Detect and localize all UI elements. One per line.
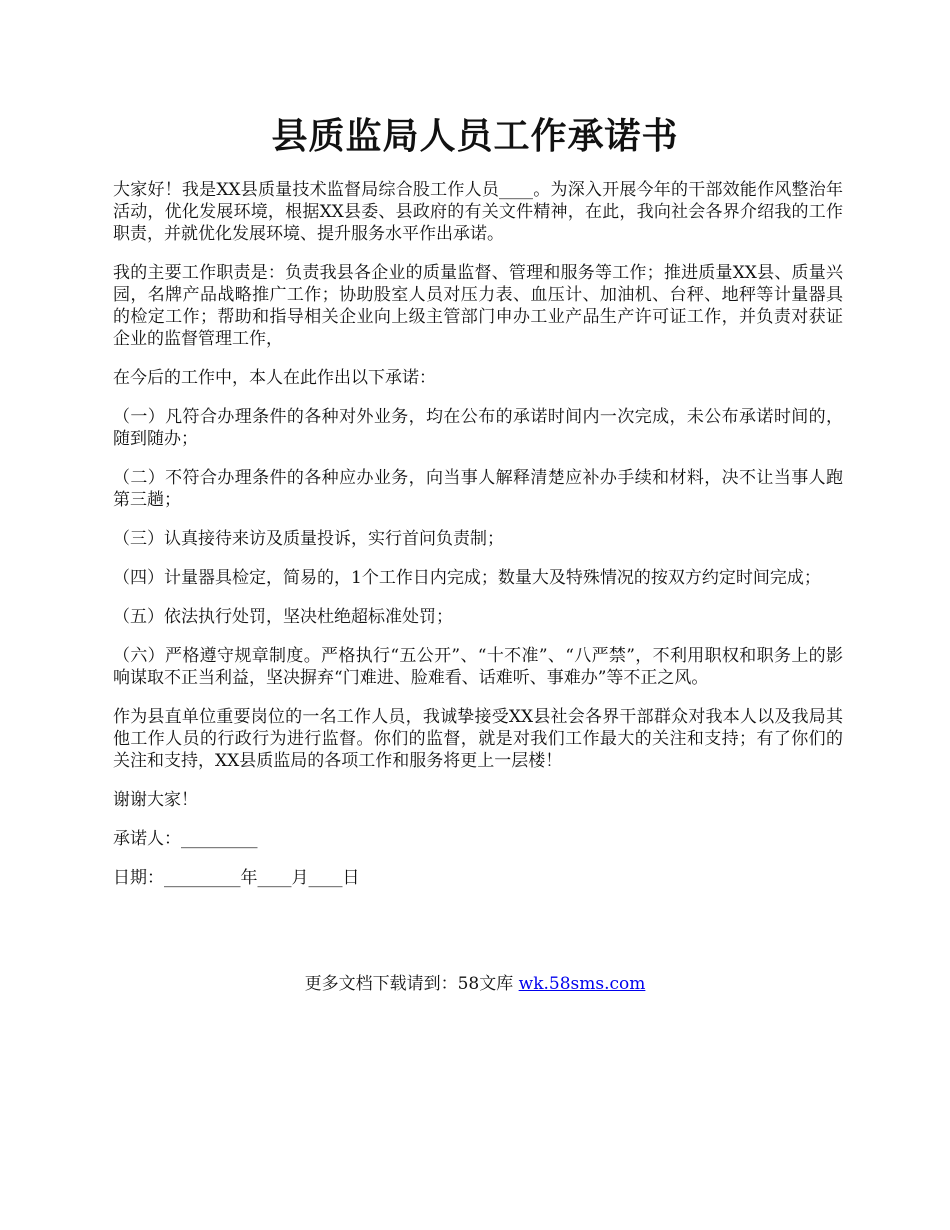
- greeting-paragraph: 大家好！我是XX县质量技术监督局综合股工作人员____。为深入开展今年的干部效能作风整治年活动，优化发展环境，根据XX县委、县政府的有关文件精神，在此，我向社会各界介绍我的工作职责，并就优化发展环境、提升服务水平作出承诺。: [113, 180, 843, 244]
- commitment-item-3: （三）认真接待来访及质量投诉，实行首问负责制；: [113, 529, 504, 549]
- footer-text: 更多文档下载请到：58文库: [304, 974, 514, 994]
- commitment-item-4: （四）计量器具检定，简易的，1个工作日内完成；数量大及特殊情况的按双方约定时间完成；: [113, 568, 821, 588]
- commitment-intro: 在今后的工作中，本人在此作出以下承诺：: [113, 368, 436, 388]
- document-body: [113, 179, 843, 906]
- signatory-line: 承诺人：_________: [113, 829, 258, 849]
- commitment-item-6: （六）严格遵守规章制度。严格执行“五公开”、“十不准”、“八严禁”，不利用职权和职务上的影响谋取不正当利益，坚决摒弃“门难进、脸难看、话难听、事难办”等不正之风。: [113, 646, 843, 688]
- supervision-paragraph: 作为县直单位重要岗位的一名工作人员，我诚挚接受XX县社会各界干部群众对我本人以及我局其他工作人员的行政行为进行监督。你们的监督，就是对我们工作最大的关注和支持；有了你们的关注和支持，XX县质监局的各项工作和服务将更上一层楼！: [113, 707, 843, 771]
- commitment-item-2: （二）不符合办理条件的各种应办业务，向当事人解释清楚应补办手续和材料，决不让当事人跑第三趟；: [113, 468, 843, 510]
- commitment-item-1: （一）凡符合办理条件的各种对外业务，均在公布的承诺时间内一次完成，未公布承诺时间的，随到随办；: [113, 407, 843, 449]
- footer-link[interactable]: wk.58sms.com: [518, 974, 646, 994]
- date-line: 日期：_________年____月____日: [113, 868, 360, 888]
- duties-paragraph: 我的主要工作职责是：负责我县各企业的质量监督、管理和服务等工作；推进质量XX县、质量兴园，名牌产品战略推广工作；协助股室人员对压力表、血压计、加油机、台秤、地秤等计量器具的检定工作；帮助和指导相关企业向上级主管部门申办工业产品生产许可证工作，并负责对获证企业的监督管理工作，: [113, 263, 843, 349]
- thanks-line: 谢谢大家！: [113, 790, 198, 810]
- document-title: 县质监局人员工作承诺书: [271, 115, 679, 157]
- download-footer: [0, 973, 950, 995]
- commitment-item-5: （五）依法执行处罚，坚决杜绝超标准处罚；: [113, 607, 453, 627]
